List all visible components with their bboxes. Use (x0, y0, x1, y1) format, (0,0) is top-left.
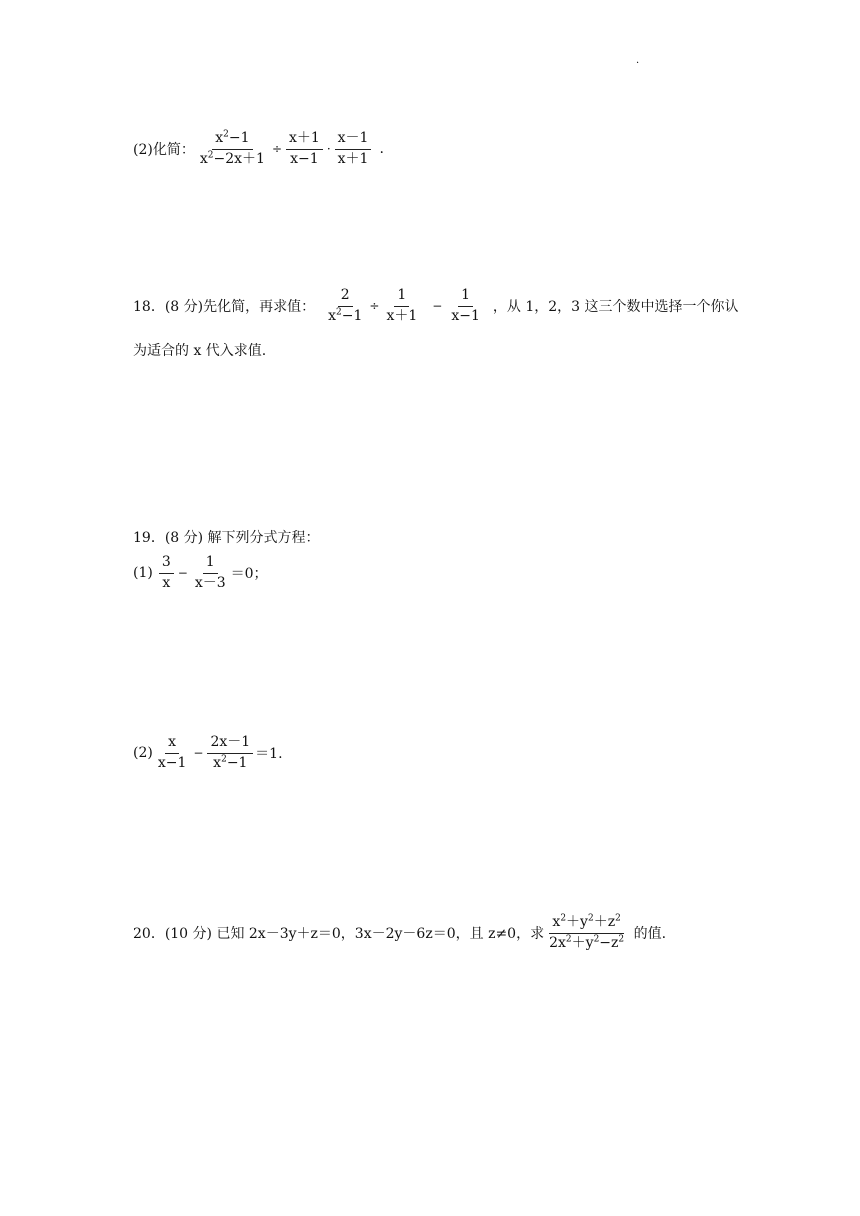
q19-title: 19．(8 分) 解下列分式方程： (133, 530, 320, 546)
q18-minus-sign: − (432, 299, 443, 313)
q18-fraction-2-numerator: 1 (394, 287, 409, 307)
q18-fraction-3 (448, 287, 483, 325)
q17-part2 (133, 130, 384, 168)
q19-part2-label: (2) (133, 745, 153, 761)
q19-part1-tail: ＝0； (230, 566, 268, 582)
q18-fraction-3-denominator: x−1 (451, 307, 480, 324)
q17-fraction-3-numerator: x－1 (335, 130, 372, 150)
q19-part1-minus-sign: − (177, 566, 188, 580)
q19-part2-fraction-2-numerator: 2x－1 (207, 734, 253, 754)
q20-fraction-numerator: $x^2+y^2+z^2$ (549, 914, 623, 934)
q19-part2-fraction-2-denominator: $x^2-1$ (213, 753, 248, 771)
q20-tail: 的值. (629, 926, 667, 942)
q17-fraction-2-numerator: x＋1 (286, 130, 323, 150)
q19-part2 (133, 734, 283, 772)
q17-fraction-1-denominator: $x^2-2x+1$ (199, 149, 265, 167)
q17-part2-label: (2)化简： (133, 142, 195, 158)
q19-part1-fraction-2-denominator: x－3 (194, 574, 226, 591)
q17-fraction-2-denominator: x−1 (290, 150, 319, 167)
q17-fraction-2 (286, 130, 323, 168)
corner-mark: · (636, 58, 640, 69)
q19-part2-minus-sign: − (193, 746, 204, 760)
q18-fraction-1-denominator: $x^2-1$ (328, 306, 363, 324)
q20-intro: 20．(10 分) 已知 2x－3y＋z＝0，3x－2y－6z＝0，且 z≠0，求 (133, 926, 545, 942)
q19-part1-fraction-2-numerator: 1 (203, 554, 218, 574)
q19-part1-fraction-1-numerator: 3 (159, 554, 174, 574)
q18-fraction-3-numerator: 1 (458, 287, 473, 307)
q20-fraction-denominator: $2x^2+y^2-z^2$ (549, 933, 625, 951)
q17-divide-sign: ÷ (271, 142, 282, 156)
q19-part2-fraction-1-numerator: x (165, 734, 179, 754)
q18-tail: ，从 1，2，3 这三个数中选择一个你认 (492, 299, 739, 315)
q18-line-1 (133, 287, 739, 325)
q18-fraction-2-denominator: x＋1 (386, 307, 418, 324)
q19-part2-tail: ＝1. (255, 746, 283, 762)
q18-fraction-1-numerator: 2 (338, 287, 353, 307)
q17-fraction-1-numerator: $x^2-1$ (212, 130, 252, 150)
q19-part2-fraction-2 (207, 734, 253, 772)
q20-fraction (546, 914, 627, 952)
q18-line-2: 为适合的 x 代入求值. (133, 343, 267, 359)
q17-multiply-sign: · (326, 142, 331, 156)
q19-part1 (133, 554, 268, 592)
q19-part1-fraction-1-denominator: x (162, 574, 171, 591)
q18-intro: 18．(8 分)先化简，再求值： (133, 299, 316, 315)
q20 (133, 914, 666, 952)
q19-part1-fraction-2 (192, 554, 229, 592)
q17-fraction-1 (197, 130, 268, 168)
q19-part1-label: (1) (133, 565, 153, 581)
q17-period: . (379, 141, 384, 157)
q19-part2-fraction-1 (155, 734, 190, 772)
q19-part1-fraction-1 (159, 554, 174, 592)
q18-fraction-2 (383, 287, 420, 325)
q18-divide-sign: ÷ (369, 299, 380, 313)
q17-fraction-3 (335, 130, 372, 168)
q18-fraction-1 (325, 287, 365, 325)
q19-part2-fraction-1-denominator: x−1 (157, 754, 187, 771)
q17-fraction-3-denominator: x＋1 (337, 150, 369, 167)
